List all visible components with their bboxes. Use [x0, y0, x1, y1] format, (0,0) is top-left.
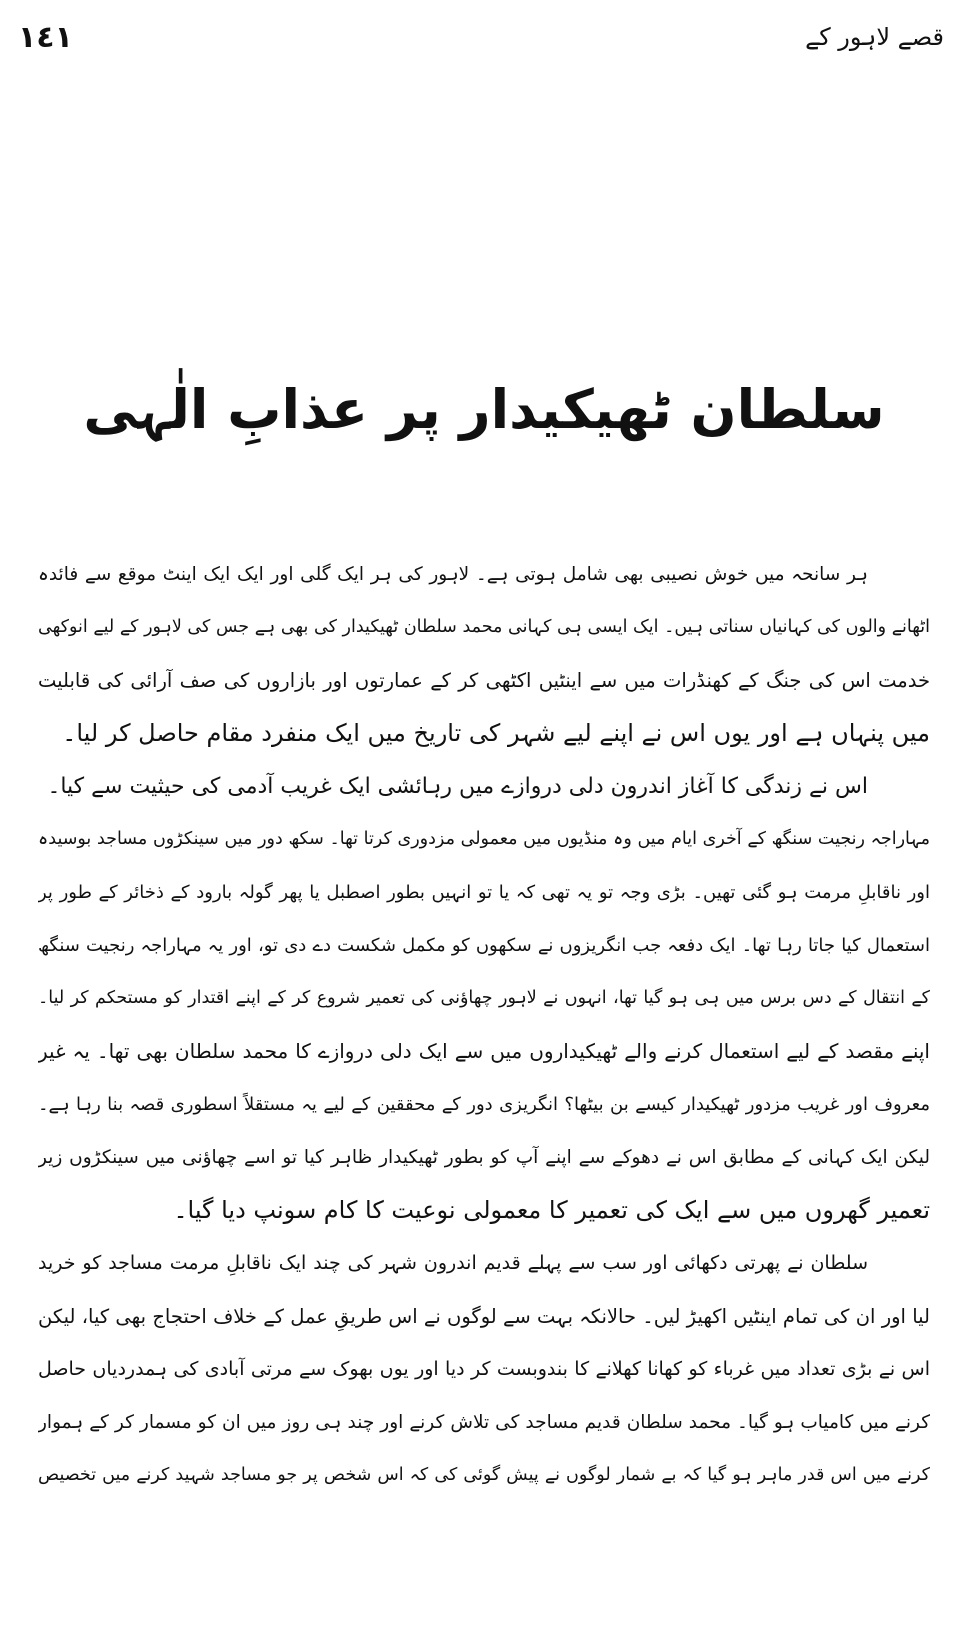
body-text [38, 548, 930, 1502]
text-line: لیا اور ان کی تمام اینٹیں اکھیڑ لیں۔ حالانکہ بہت سے لوگوں نے اس طریقِ عمل کے خلاف احتجاج بھی کیا، لیکن [38, 1305, 930, 1328]
text-line: تعمیر گھروں میں سے ایک کی تعمیر کا معمولی نوعیت کا کام سونپ دیا گیا۔ [173, 1196, 930, 1224]
text-line: اٹھانے والوں کی کہانیاں سناتی ہیں۔ ایک ایسی ہی کہانی محمد سلطان ٹھیکیدار کی بھی ہے جس کی لاہور کے لیے انوکھی [38, 617, 930, 637]
text-line: اور ناقابلِ مرمت ہو گئی تھیں۔ بڑی وجہ تو یہ تھی کہ یا تو انہیں بطور اصطبل یا پھر گولہ بارود کے ذخائر کے طور پر [38, 882, 930, 903]
text-line: لیکن ایک کہانی کے مطابق اس نے دھوکے سے اپنے آپ کو بطور ٹھیکیدار ظاہر کیا تو اسے چھاؤنی میں سینکڑوں زیر [38, 1147, 930, 1168]
running-head: قصے لاہور کے [805, 23, 944, 51]
text-line: اس نے بڑی تعداد میں غرباء کو کھانا کھلانے کا بندوبست کر دیا اور یوں بھوک سے مرتی آبادی کی ہمدردیاں حاصل [38, 1358, 930, 1380]
text-line: ہر سانحہ میں خوش نصیبی بھی شامل ہوتی ہے۔ لاہور کی ہر ایک گلی اور ایک ایک اینٹ موقع سے فائدہ [38, 564, 868, 585]
page-number: ١٤١ [18, 19, 73, 55]
text-line: خدمت اس کی جنگ کے کھنڈرات میں سے اینٹیں اکٹھی کر کے عمارتوں اور بازاروں کی صف آرائی کی قابلیت [38, 669, 930, 692]
text-line: کرنے میں کامیاب ہو گیا۔ محمد سلطان قدیم مساجد کی تلاش کرنے اور چند ہی روز میں ان کو مسمار کر کے ہموار [38, 1412, 930, 1433]
chapter-title: سلطان ٹھیکیدار پر عذابِ الٰہی [83, 378, 885, 441]
page-header [18, 14, 944, 60]
text-line: سلطان نے پھرتی دکھائی اور سب سے پہلے قدیم اندرون شہر کی چند ایک ناقابلِ مرمت مساجد کو خرید [38, 1252, 868, 1274]
text-line: کرنے میں اس قدر ماہر ہو گیا کہ بے شمار لوگوں نے پیش گوئی کی کہ اس شخص پر جو مساجد شہید کرنے میں تخصیص [38, 1465, 930, 1485]
text-line: استعمال کیا جاتا رہا تھا۔ ایک دفعہ جب انگریزوں نے سکھوں کو مکمل شکست دے دی تو، اور یہ مہاراجہ رنجیت سنگھ [38, 935, 930, 956]
text-line: مہاراجہ رنجیت سنگھ کے آخری ایام میں وہ منڈیوں میں معمولی مزدوری کرتا تھا۔ سکھ دور میں سینکڑوں مساجد بوسیدہ [38, 829, 930, 849]
text-line: اپنے مقصد کے لیے استعمال کرنے والے ٹھیکیداروں میں سے ایک دلی دروازے کا محمد سلطان بھی تھا۔ یہ غیر [38, 1039, 930, 1063]
text-line: کے انتقال کے دس برس میں ہی ہو گیا تھا، انہوں نے لاہور چھاؤنی کی تعمیر شروع کر کے اپنے اقتدار کو مستحکم کر لیا۔ [38, 988, 930, 1008]
text-line: معروف اور غریب مزدور ٹھیکیدار کیسے بن بیٹھا؟ انگریزی دور کے محققین کے لیے یہ مستقلاً اسطوری قصہ بنا رہا ہے۔ [38, 1094, 930, 1115]
text-line: اس نے زندگی کا آغاز اندرون دلی دروازے میں رہائشی ایک غریب آدمی کی حیثیت سے کیا۔ [47, 774, 868, 799]
text-line: میں پنہاں ہے اور یوں اس نے اپنے لیے شہر کی تاریخ میں ایک منفرد مقام حاصل کر لیا۔ [62, 719, 930, 747]
